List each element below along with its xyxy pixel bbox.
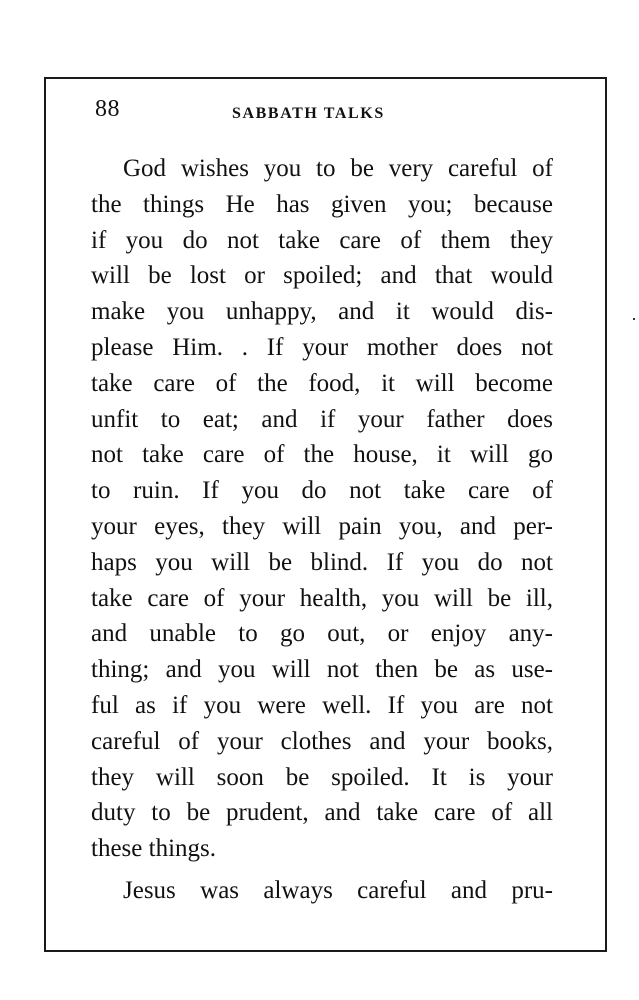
text-line: make you unhappy, and it would dis-: [91, 298, 553, 326]
text-line: not take care of the house, it will go: [91, 441, 553, 469]
text-line: haps you will be blind. If you do not: [91, 548, 553, 576]
text-line: they will soon be spoiled. It is your: [91, 763, 553, 791]
text-line: duty to be prudent, and take care of all: [91, 799, 553, 827]
text-line: God wishes you to be very careful of: [123, 155, 553, 182]
text-line: take care of your health, you will be ill,: [91, 584, 553, 612]
text-line: unfit to eat; and if your father does: [91, 405, 553, 433]
text-line: careful of your clothes and your books,: [91, 727, 553, 755]
text-line: will be lost or spoiled; and that would: [91, 262, 553, 290]
running-title: SABBATH TALKS: [232, 105, 385, 122]
text-line: your eyes, they will pain you, and per-: [91, 512, 553, 540]
text-line: the things He has given you; because: [91, 190, 553, 218]
text-line: Jesus was always careful and pru-: [123, 876, 553, 904]
paragraph-2: [91, 873, 553, 909]
text-line: take care of the food, it will become: [91, 369, 553, 397]
margin-speck: [633, 318, 635, 320]
page-number: 88: [95, 96, 120, 122]
paragraph-1: [91, 151, 553, 867]
text-line: ful as if you were well. If you are not: [91, 691, 553, 719]
body-text: [91, 151, 553, 909]
text-line: to ruin. If you do not take care of: [91, 477, 553, 505]
text-line: and unable to go out, or enjoy any-: [91, 620, 553, 648]
text-line: thing; and you will not then be as use-: [91, 656, 553, 684]
text-line: please Him. . If your mother does not: [91, 333, 553, 361]
text-line: if you do not take care of them they: [91, 226, 553, 254]
text-line: these things.: [91, 835, 216, 863]
